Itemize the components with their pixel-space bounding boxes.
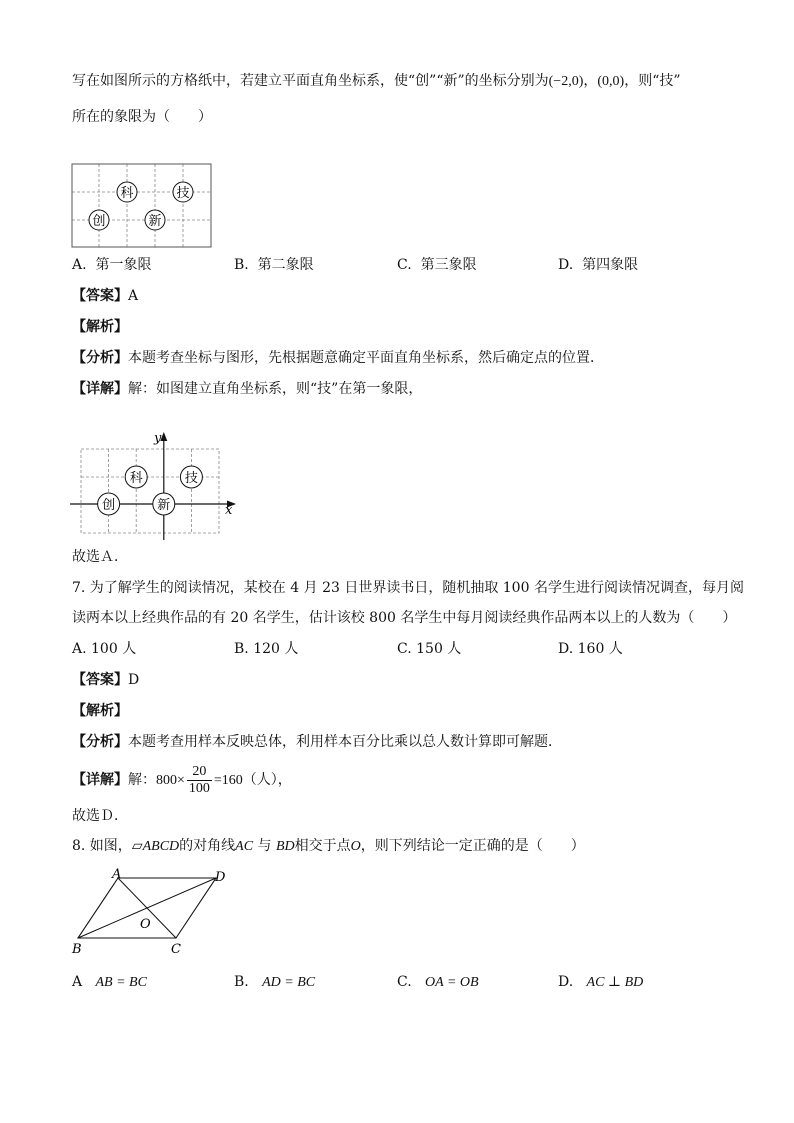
q6-axes-char-ji: 技 — [184, 471, 198, 486]
answer-label: 【答案】 — [72, 288, 128, 304]
detail-multiplier: 800× — [156, 773, 185, 788]
option-letter: A. — [72, 641, 87, 657]
q8-ac: AC — [235, 839, 254, 854]
q8-text-1: 的对角线 — [179, 838, 236, 854]
option-text: 第二象限 — [257, 257, 314, 273]
q6-conclusion: 故选Ａ． — [72, 549, 128, 565]
center-o-label: O — [140, 917, 151, 932]
vertex-d-label: D — [215, 870, 226, 885]
q8-parallelogram-figure — [68, 866, 228, 958]
q6-stem-text: 写在如图所示的方格纸中，若建立平面直角坐标系，使“创”“新”的坐标分别为 — [72, 73, 549, 89]
answer-value: A — [128, 288, 139, 304]
option-letter: A. — [72, 257, 87, 273]
q6-option-a — [72, 256, 151, 274]
option-letter: A — [72, 974, 83, 990]
q6-stem-line2: 所在的象限为（ ） — [72, 109, 212, 125]
q6-axes-char-xin: 新 — [157, 498, 171, 513]
fraction — [187, 764, 212, 797]
vertex-a-label: A — [112, 867, 122, 882]
q6-analysis-label: 【解析】 — [72, 319, 128, 335]
q7-stem-line2: 读两本以上经典作品的有 20 名学生，估计该校 800 名学生中每月阅读经典作品两本以上的人数为（ ） — [72, 610, 737, 626]
q6-coord-xin: (0,0) — [597, 74, 625, 89]
answer-label: 【答案】 — [72, 672, 128, 688]
option-text: AC ⊥ BD — [586, 975, 644, 990]
vertex-b-label: B — [72, 942, 82, 957]
q6-axes-grid-lines — [81, 449, 219, 533]
y-axis-label: y — [154, 431, 162, 446]
q6-answer — [72, 287, 138, 305]
fraction-denominator: 100 — [188, 780, 210, 796]
q6-fenxi — [72, 349, 604, 367]
q6-coord-sep: ， — [583, 73, 598, 89]
option-letter: C. — [397, 641, 412, 657]
q6-stem-end: ，则“技” — [624, 73, 681, 89]
q8-option-b — [234, 973, 315, 992]
option-text: 120 人 — [253, 641, 299, 657]
detail-prefix: 解： — [128, 772, 156, 788]
q6-char-xin: 新 — [148, 214, 162, 229]
x-axis-label: x — [225, 503, 233, 518]
q7-analysis-label: 【解析】 — [72, 703, 128, 719]
q6-grid-border — [72, 164, 211, 247]
option-letter: C. — [397, 974, 412, 990]
option-letter: D. — [558, 641, 574, 657]
option-text: OA = OB — [425, 975, 479, 990]
q6-coord-chuang: (−2,0) — [548, 74, 584, 89]
q8-abcd: ABCD — [142, 839, 180, 854]
q7-stem-line1: 7. 为了解学生的阅读情况，某校在 4 月 23 日世界读书日，随机抽取 100 名学生进行阅读情况调查，每月阅 — [72, 580, 744, 596]
fenxi-label: 【分析】 — [72, 734, 128, 750]
q6-grid-figure — [71, 163, 213, 249]
detail-label: 【详解】 — [72, 772, 128, 788]
option-text: 第四象限 — [582, 257, 639, 273]
fenxi-label: 【分析】 — [72, 350, 128, 366]
option-letter: D. — [558, 257, 574, 273]
parallelogram-symbol: ▱ — [131, 838, 143, 854]
q8-text-4: ，则下列结论一定正确的是（ ） — [360, 838, 585, 854]
q6-axes-char-chuang: 创 — [102, 498, 116, 513]
q6-stem-line1 — [72, 72, 681, 91]
option-text: 第三象限 — [420, 257, 477, 273]
option-text: 第一象限 — [95, 257, 152, 273]
vertex-c-label: C — [171, 942, 181, 957]
q7-answer — [72, 671, 139, 689]
fraction-numerator: 20 — [187, 764, 212, 781]
q8-o: O — [350, 839, 361, 854]
fenxi-text: 本题考查坐标与图形，先根据题意确定平面直角坐标系，然后确定点的位置． — [128, 350, 604, 366]
option-text: 150 人 — [416, 641, 462, 657]
q7-option-a — [72, 640, 136, 658]
detail-label: 【详解】 — [72, 381, 128, 397]
q7-option-d — [558, 640, 623, 658]
q6-grid-lines — [72, 164, 211, 247]
q6-axes-char-ke: 科 — [129, 471, 143, 486]
q6-char-ke: 科 — [120, 186, 134, 201]
q8-option-d — [558, 973, 643, 992]
q8-bd: BD — [275, 839, 295, 854]
q6-option-d — [558, 256, 638, 274]
q8-number: 8. 如图， — [72, 838, 132, 854]
q7-detail — [72, 760, 292, 801]
q8-text-2: 与 — [257, 838, 272, 854]
q6-detail — [72, 380, 422, 398]
detail-result: =160（人）， — [213, 773, 292, 788]
detail-text: 解：如图建立直角坐标系，则“技”在第一象限， — [128, 381, 423, 397]
q6-option-c — [397, 256, 477, 274]
q7-option-b — [234, 640, 298, 658]
q7-conclusion: 故选Ｄ． — [72, 808, 128, 824]
option-text: 160 人 — [577, 641, 623, 657]
q8-text-3: 相交于点 — [294, 838, 351, 854]
answer-value: D — [128, 672, 140, 688]
option-letter: B. — [234, 974, 249, 990]
q7-option-c — [397, 640, 461, 658]
q6-char-ji: 技 — [176, 186, 190, 201]
q8-stem — [72, 837, 585, 856]
option-letter: B. — [234, 257, 249, 273]
q6-axes-figure — [70, 430, 238, 542]
option-letter: B. — [234, 641, 249, 657]
option-text: AB = BC — [95, 975, 147, 990]
q8-option-a — [72, 973, 147, 992]
q8-option-c — [397, 973, 479, 992]
fenxi-text: 本题考查用样本反映总体，利用样本百分比乘以总人数计算即可解题． — [128, 734, 562, 750]
option-letter: C. — [397, 257, 412, 273]
q6-option-b — [234, 256, 314, 274]
q7-fenxi — [72, 733, 562, 751]
option-text: 100 人 — [91, 641, 137, 657]
option-text: AD = BC — [262, 975, 316, 990]
q6-char-chuang: 创 — [92, 214, 106, 229]
option-letter: D. — [558, 974, 574, 990]
